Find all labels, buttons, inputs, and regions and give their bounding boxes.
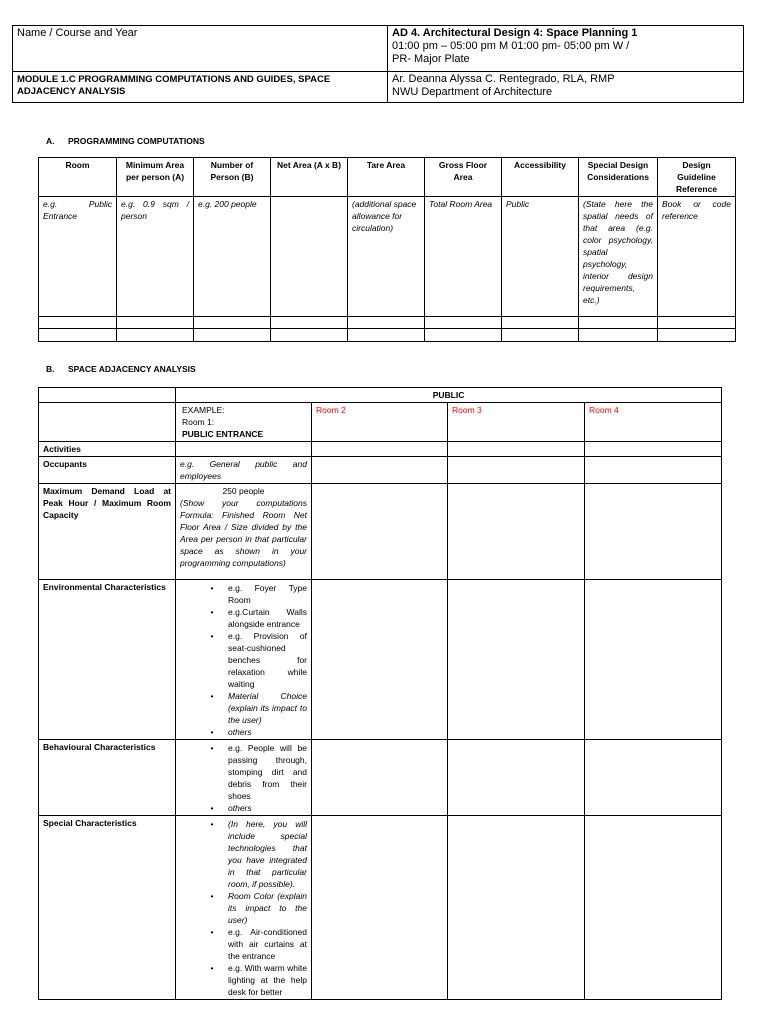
schedule-line-2: PR- Major Plate <box>392 53 470 65</box>
max-demand-note: (Show your computations Formula: Finished Room Net Floor Area / Size divided by the Area per person in that particular space as shown in your programming computations) <box>180 498 307 568</box>
cell-tare-area-example: (additional space allowance for circulation) <box>348 197 425 317</box>
name-course-year-field <box>13 26 388 72</box>
empty-cell[interactable] <box>448 484 585 580</box>
environmental-example <box>176 580 312 740</box>
empty-cell[interactable] <box>312 442 448 457</box>
zone-header-public: PUBLIC <box>176 388 722 403</box>
empty-corner-cell <box>39 388 176 403</box>
special-list <box>202 818 307 998</box>
list-item: • e.g. Air-conditioned with air curtains at the entrance <box>228 926 307 962</box>
section-b-letter: B. <box>46 364 55 374</box>
behavioural-list <box>202 742 307 814</box>
department-name: NWU Department of Architecture <box>392 86 553 98</box>
instructor-cell <box>388 72 744 103</box>
row-label-behavioural: Behavioural Characteristics <box>39 740 176 816</box>
room-3-header: Room 3 <box>448 403 585 442</box>
table-row <box>39 484 722 580</box>
empty-cell[interactable] <box>348 329 425 342</box>
empty-cell[interactable] <box>39 317 117 329</box>
col-num-persons: Number of Person (B) <box>194 158 271 197</box>
empty-cell[interactable] <box>176 442 312 457</box>
empty-cell[interactable] <box>585 580 722 740</box>
row-label-activities: Activities <box>39 442 176 457</box>
empty-cell[interactable] <box>312 816 448 1000</box>
empty-cell[interactable] <box>579 317 658 329</box>
empty-cell[interactable] <box>312 580 448 740</box>
col-special-design: Special Design Considerations <box>579 158 658 197</box>
name-course-year-label: Name / Course and Year <box>17 27 138 39</box>
section-b-heading <box>46 364 196 374</box>
col-room: Room <box>39 158 117 197</box>
col-tare-area: Tare Area <box>348 158 425 197</box>
col-min-area: Minimum Area per person (A) <box>117 158 194 197</box>
empty-cell[interactable] <box>117 329 194 342</box>
empty-cell[interactable] <box>585 484 722 580</box>
empty-cell[interactable] <box>117 317 194 329</box>
list-item: • e.g. Foyer Type Room <box>228 582 307 606</box>
empty-cell[interactable] <box>448 457 585 484</box>
room-1-label: Room 1: <box>182 417 215 427</box>
list-item: • e.g. People will be passing through, stomping dirt and debris from their shoes <box>228 742 307 802</box>
schedule-line-1: 01:00 pm – 05:00 pm M 01:00 pm- 05:00 pm W / <box>392 40 630 52</box>
course-title-prefix: AD 4. Architectural Design 4: <box>392 27 547 39</box>
list-item: • Room Color (explain its impact to the user) <box>228 890 307 926</box>
empty-cell[interactable] <box>271 317 348 329</box>
empty-cell[interactable] <box>194 329 271 342</box>
list-item: • e.g. With warm white lighting at the help desk for better <box>228 962 307 998</box>
table-row <box>39 816 722 1000</box>
col-net-area: Net Area (A x B) <box>271 158 348 197</box>
empty-cell[interactable] <box>448 816 585 1000</box>
cell-room-example: e.g. Public Entrance <box>39 197 117 317</box>
cell-accessibility-example: Public <box>502 197 579 317</box>
room-1-name: PUBLIC ENTRANCE <box>182 429 264 439</box>
section-a-title: PROGRAMMING COMPUTATIONS <box>68 136 205 146</box>
empty-cell[interactable] <box>312 457 448 484</box>
table-row <box>39 329 736 342</box>
room-1-header <box>176 403 312 442</box>
empty-cell[interactable] <box>585 457 722 484</box>
empty-cell[interactable] <box>448 580 585 740</box>
list-item: • others <box>228 802 307 814</box>
special-example <box>176 816 312 1000</box>
empty-cell[interactable] <box>425 329 502 342</box>
cell-gross-area-example: Total Room Area <box>425 197 502 317</box>
empty-cell[interactable] <box>425 317 502 329</box>
list-item: • Material Choice (explain its impact to the user) <box>228 690 307 726</box>
header-table <box>12 25 744 103</box>
row-label-special: Special Characteristics <box>39 816 176 1000</box>
occupants-example: e.g. General public and employees <box>176 457 312 484</box>
empty-cell[interactable] <box>579 329 658 342</box>
list-item: • others <box>228 726 307 738</box>
row-label-max-demand: Maximum Demand Load at Peak Hour / Maximum Room Capacity <box>39 484 176 580</box>
programming-computations-table <box>38 157 736 342</box>
empty-label-cell <box>39 403 176 442</box>
behavioural-example <box>176 740 312 816</box>
list-item: • (In here, you will include special technologies that you have integrated in that particular room, if possible). <box>228 818 307 890</box>
list-item: • e.g. Provision of seat-cushioned benches for relaxation while waiting <box>228 630 307 690</box>
room-1-example-label: EXAMPLE: <box>182 405 225 415</box>
empty-cell[interactable] <box>585 816 722 1000</box>
empty-cell[interactable] <box>348 317 425 329</box>
environmental-list <box>202 582 307 738</box>
cell-min-area-example: e.g. 0.9 sqm / person <box>117 197 194 317</box>
empty-cell[interactable] <box>194 317 271 329</box>
max-demand-example <box>176 484 312 580</box>
table-row <box>39 580 722 740</box>
section-a-letter: A. <box>46 136 55 146</box>
empty-cell[interactable] <box>312 740 448 816</box>
table-row <box>39 197 736 317</box>
section-a-heading <box>46 136 205 146</box>
space-adjacency-table <box>38 387 722 1000</box>
max-demand-value: 250 people <box>222 486 265 496</box>
cell-num-persons-example: e.g. 200 people <box>194 197 271 317</box>
empty-cell[interactable] <box>271 329 348 342</box>
table-row <box>39 317 736 329</box>
col-guideline-ref: Design Guideline Reference <box>658 158 736 197</box>
course-info-cell <box>388 26 744 72</box>
empty-cell[interactable] <box>39 329 117 342</box>
empty-cell[interactable] <box>585 740 722 816</box>
room-2-header: Room 2 <box>312 403 448 442</box>
empty-cell[interactable] <box>448 740 585 816</box>
table-row <box>39 457 722 484</box>
table-row <box>39 442 722 457</box>
empty-cell[interactable] <box>585 442 722 457</box>
room-4-header: Room 4 <box>585 403 722 442</box>
empty-cell[interactable] <box>312 484 448 580</box>
empty-cell[interactable] <box>502 329 579 342</box>
course-title-bold: Space Planning 1 <box>546 27 638 39</box>
col-gross-area: Gross Floor Area <box>425 158 502 197</box>
module-title: MODULE 1.C PROGRAMMING COMPUTATIONS AND GUIDES, SPACE ADJACENCY ANALYSIS <box>13 72 388 103</box>
empty-cell[interactable] <box>658 329 736 342</box>
row-label-occupants: Occupants <box>39 457 176 484</box>
course-title <box>392 27 739 40</box>
cell-net-area-example <box>271 197 348 317</box>
list-item: • e.g.Curtain Walls alongside entrance <box>228 606 307 630</box>
col-accessibility: Accessibility <box>502 158 579 197</box>
empty-cell[interactable] <box>502 317 579 329</box>
cell-special-design-example: (State here the spatial needs of that area (e.g. color psychology, spatial psychology, interior design requirements, etc.) <box>579 197 658 317</box>
instructor-name: Ar. Deanna Alyssa C. Rentegrado, RLA, RMP <box>392 73 615 85</box>
empty-cell[interactable] <box>448 442 585 457</box>
table-row <box>39 740 722 816</box>
section-b-title: SPACE ADJACENCY ANALYSIS <box>68 364 196 374</box>
row-label-environmental: Environmental Characteristics <box>39 580 176 740</box>
empty-cell[interactable] <box>658 317 736 329</box>
cell-guideline-ref-example: Book or code reference <box>658 197 736 317</box>
